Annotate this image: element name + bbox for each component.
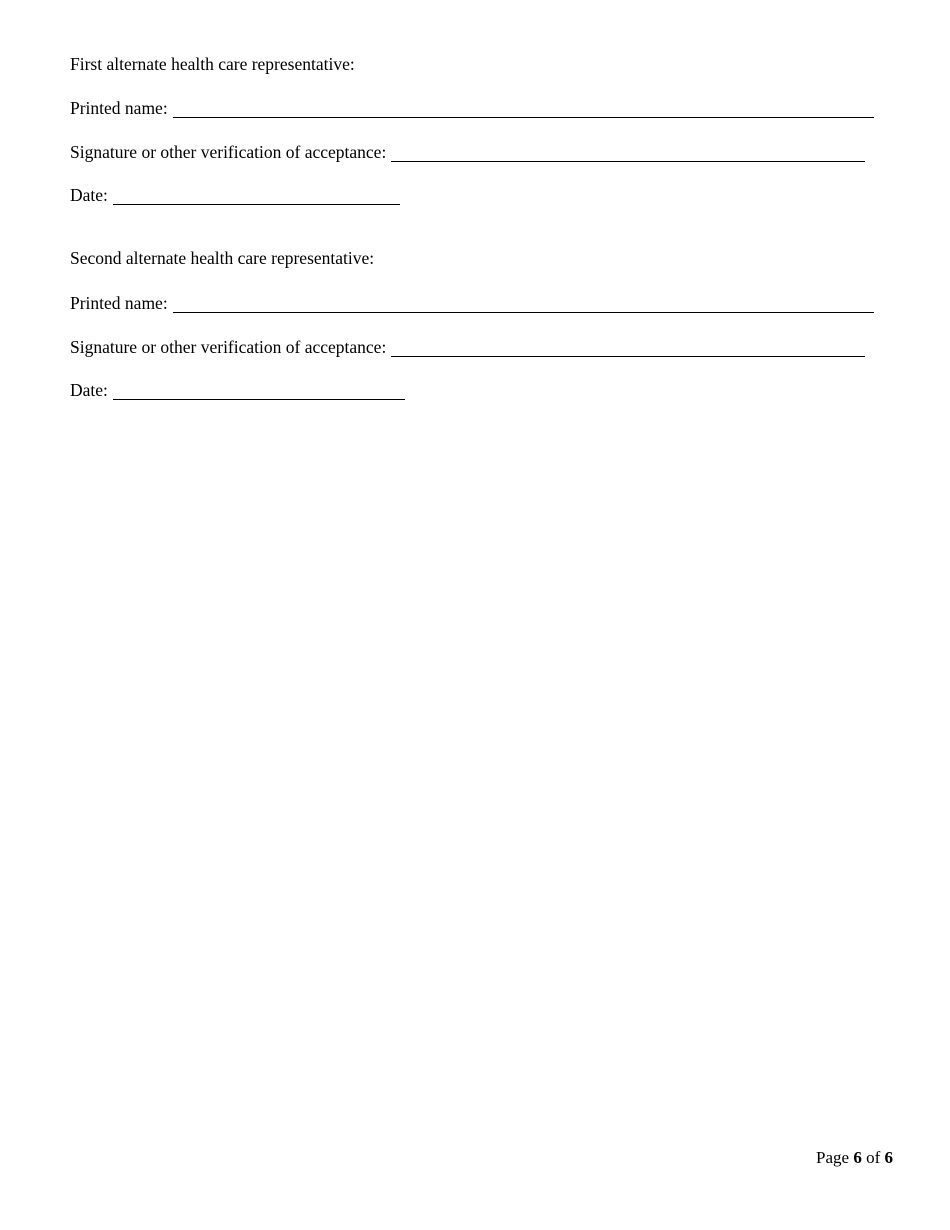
second-alternate-signature-row (70, 337, 865, 357)
date-label: Date: (70, 185, 108, 205)
first-alternate-date-row (70, 185, 400, 205)
printed-name-label: Printed name: (70, 293, 168, 313)
page-word: Page (816, 1148, 850, 1167)
second-alternate-date-field[interactable] (113, 381, 405, 400)
first-alternate-heading: First alternate health care representative: (70, 54, 355, 74)
second-alternate-signature-field[interactable] (391, 338, 865, 357)
date-label: Date: (70, 380, 108, 400)
signature-label: Signature or other verification of acceptance: (70, 337, 387, 357)
total-pages-number: 6 (884, 1148, 893, 1167)
second-alternate-heading: Second alternate health care representative: (70, 248, 375, 268)
second-alternate-printed-name-row (70, 293, 874, 313)
first-alternate-printed-name-field[interactable] (173, 99, 874, 118)
first-alternate-signature-row (70, 142, 865, 162)
signature-label: Signature or other verification of acceptance: (70, 142, 387, 162)
first-alternate-date-field[interactable] (113, 186, 400, 205)
second-alternate-date-row (70, 380, 405, 400)
of-word: of (866, 1148, 881, 1167)
printed-name-label: Printed name: (70, 98, 168, 118)
second-alternate-printed-name-field[interactable] (173, 294, 874, 313)
current-page-number: 6 (853, 1148, 862, 1167)
first-alternate-printed-name-row (70, 98, 874, 118)
page-number (816, 1148, 893, 1168)
first-alternate-signature-field[interactable] (391, 143, 865, 162)
